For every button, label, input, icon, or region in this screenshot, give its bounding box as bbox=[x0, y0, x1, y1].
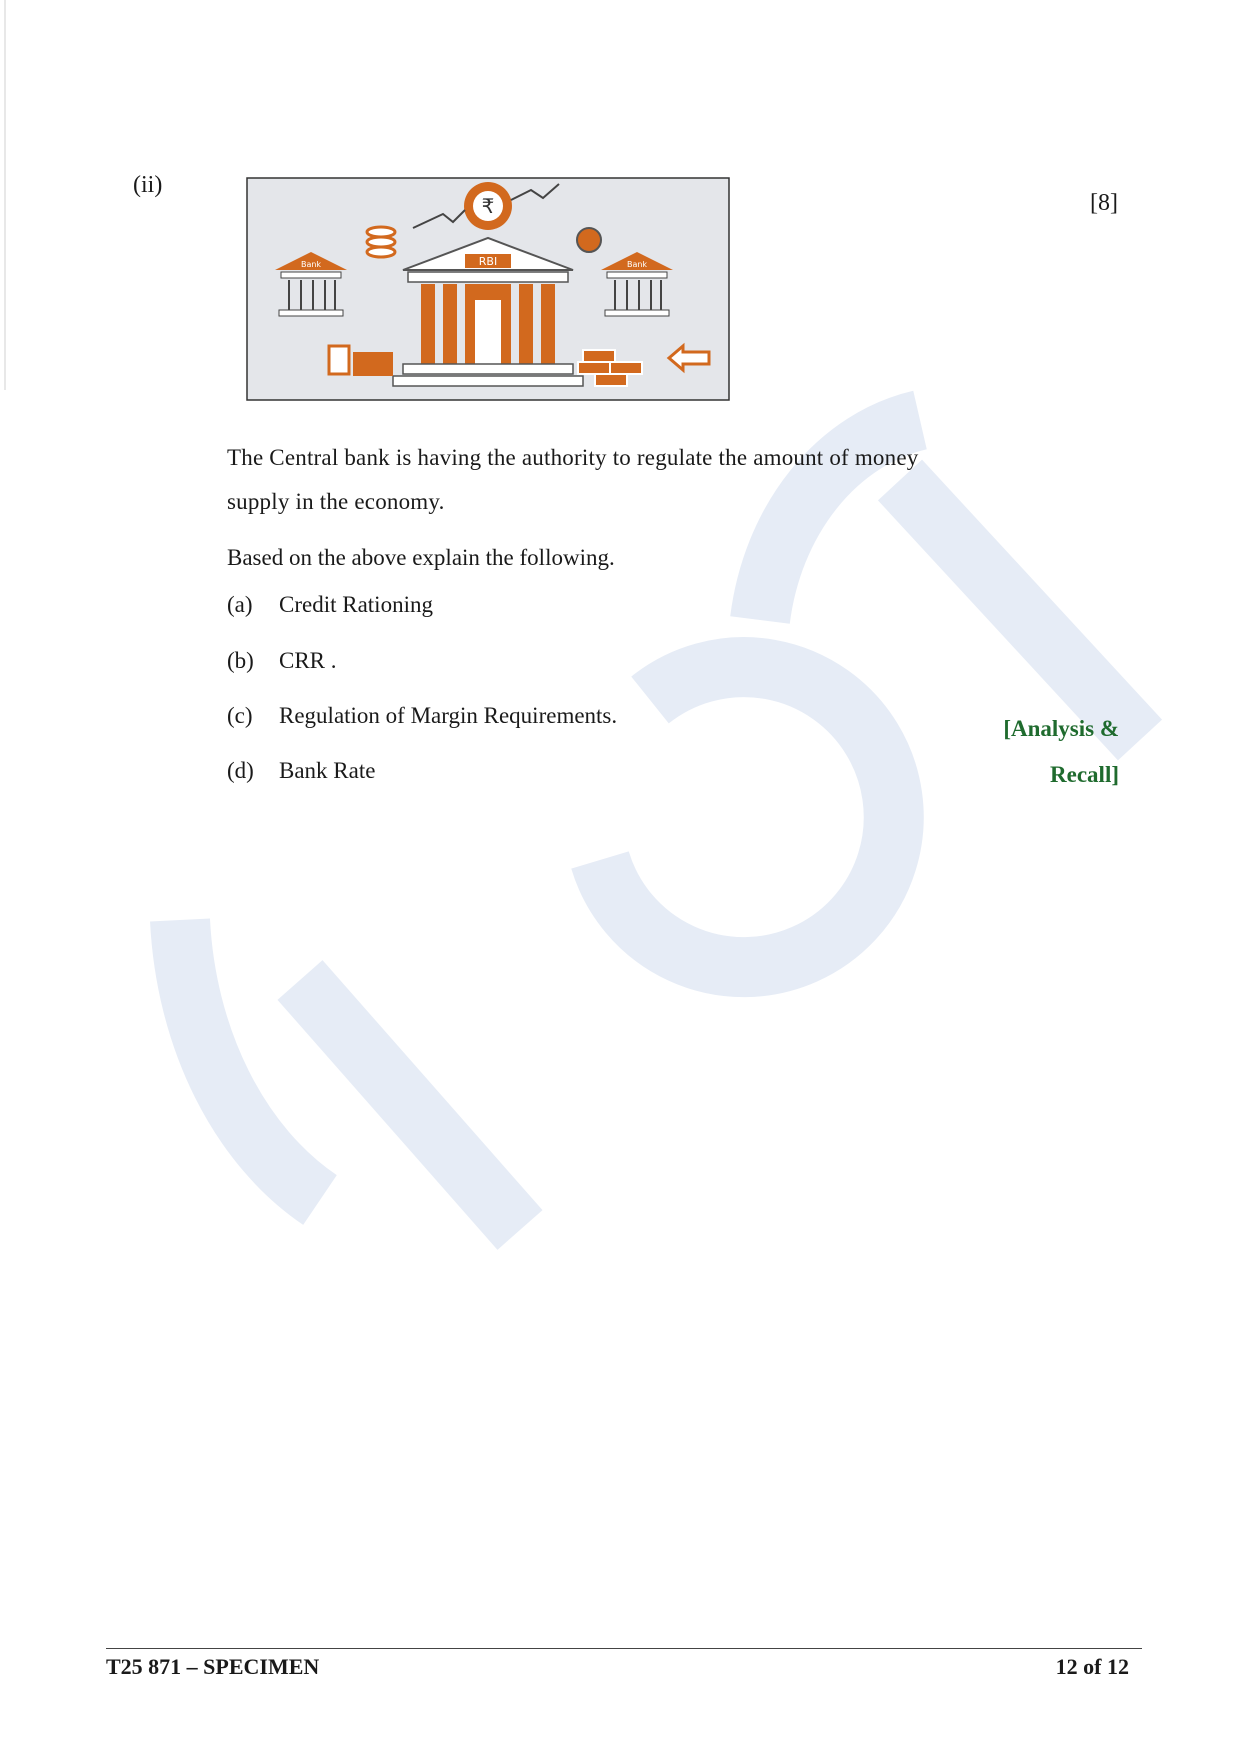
small-coin-icon bbox=[577, 228, 601, 252]
list-item bbox=[227, 758, 375, 784]
paper-code: T25 871 – SPECIMEN bbox=[106, 1654, 320, 1679]
list-item bbox=[227, 592, 433, 618]
paragraph-intro: The Central bank is having the authority to regulate the amount of money supply in the economy. bbox=[227, 445, 919, 514]
footer-divider bbox=[106, 1648, 1142, 1649]
item-text: CRR . bbox=[279, 648, 337, 673]
item-label: (c) bbox=[227, 703, 253, 728]
rbi-label: RBI bbox=[478, 255, 498, 268]
page-number: 12 of 12 bbox=[1055, 1654, 1129, 1679]
question-marks: [8] bbox=[1090, 190, 1118, 216]
item-label: (a) bbox=[227, 592, 253, 617]
coin-stack-icon bbox=[367, 227, 395, 257]
item-text: Credit Rationing bbox=[279, 592, 433, 617]
list-item bbox=[227, 703, 617, 729]
cognitive-tag-line2: Recall] bbox=[1050, 762, 1119, 787]
central-bank-illustration bbox=[243, 170, 733, 410]
up-arrow-icon bbox=[329, 346, 349, 374]
item-label: (d) bbox=[227, 758, 254, 783]
cognitive-tag-line1: [Analysis & bbox=[1003, 716, 1119, 741]
question-number: (ii) bbox=[133, 172, 163, 198]
item-text: Bank Rate bbox=[279, 758, 376, 783]
paragraph-instruction: Based on the above explain the following. bbox=[227, 545, 615, 570]
item-label: (b) bbox=[227, 648, 254, 673]
cash-note-icon bbox=[353, 352, 393, 376]
currency-label: ₹ bbox=[481, 194, 495, 218]
left-bank-label: Bank bbox=[300, 260, 322, 269]
list-item bbox=[227, 648, 337, 674]
scan-edge bbox=[4, 0, 6, 390]
item-text: Regulation of Margin Requirements. bbox=[279, 703, 618, 728]
right-bank-label: Bank bbox=[626, 260, 648, 269]
